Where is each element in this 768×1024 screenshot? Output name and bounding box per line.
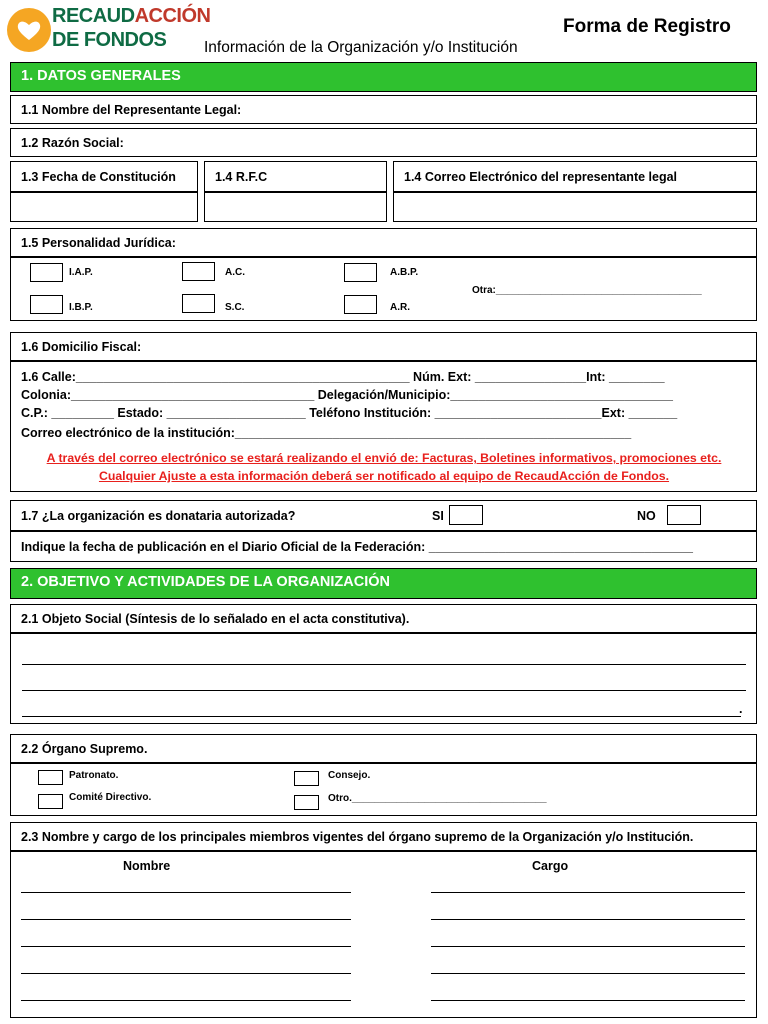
- field-fecha-publicacion[interactable]: [10, 531, 757, 562]
- field-1-4-rfc-header: [204, 161, 387, 192]
- correo-institucion-field[interactable]: Correo electrónico de la institución:_________________________________________________________: [21, 426, 632, 440]
- section-1-title: 1. DATOS GENERALES: [21, 68, 181, 84]
- field-2-2-label: 2.2 Órgano Supremo.: [21, 742, 148, 756]
- cargo-line-5[interactable]: [431, 1000, 745, 1001]
- cargo-line-3[interactable]: [431, 946, 745, 947]
- checkbox-otro[interactable]: [294, 795, 319, 810]
- label-comite: Comité Directivo.: [69, 792, 152, 803]
- field-1-7: [10, 500, 757, 531]
- field-2-1-body[interactable]: [10, 633, 757, 724]
- label-iap: I.A.P.: [69, 267, 93, 278]
- email-notice-1: A través del correo electrónico se estará realizando el envió de: Facturas, Boletines informativos, promociones etc.: [46, 451, 722, 465]
- colonia-field[interactable]: Colonia:___________________________________ Delegación/Municipio:________________________________: [21, 388, 673, 402]
- field-1-6-label: 1.6 Domicilio Fiscal:: [21, 340, 142, 354]
- checkbox-ar[interactable]: [344, 295, 377, 314]
- logo: [6, 5, 211, 55]
- field-1-4-email-label: 1.4 Correo Electrónico del representante legal: [404, 170, 678, 184]
- no-label: NO: [637, 509, 656, 523]
- objeto-line-3: [22, 716, 741, 717]
- label-ac: A.C.: [225, 267, 245, 278]
- checkbox-ibp[interactable]: [30, 295, 63, 314]
- email-notice-2: Cualquier Ajuste a esta información deberá ser notificado al equipo de RecaudAcción de Fondos.: [98, 469, 670, 483]
- label-sc: S.C.: [225, 302, 245, 313]
- checkbox-iap[interactable]: [30, 263, 63, 282]
- field-1-7-label: 1.7 ¿La organización es donataria autorizada?: [21, 509, 296, 523]
- field-1-3-header: [10, 161, 198, 192]
- label-ar: A.R.: [390, 302, 410, 313]
- cargo-line-1[interactable]: [431, 892, 745, 893]
- cp-field[interactable]: C.P.: _________ Estado: ____________________ Teléfono Institución: ________________________Ext: _______: [21, 406, 678, 420]
- section-1-header: [10, 62, 757, 92]
- field-2-2-header: [10, 734, 757, 763]
- objeto-line-2: [22, 690, 746, 691]
- fecha-publicacion-label: Indique la fecha de publicación en el Diario Oficial de la Federación: ______________________________________: [21, 540, 693, 554]
- logo-text-de-fondos: DE FONDOS: [52, 29, 167, 51]
- field-1-5-label: 1.5 Personalidad Jurídica:: [21, 236, 176, 250]
- checkbox-comite[interactable]: [38, 794, 63, 809]
- field-2-1-header: [10, 604, 757, 633]
- nombre-line-2[interactable]: [21, 919, 351, 920]
- cargo-line-4[interactable]: [431, 973, 745, 974]
- checkbox-patronato[interactable]: [38, 770, 63, 785]
- label-consejo: Consejo.: [328, 770, 371, 781]
- field-1-4-email-header: [393, 161, 757, 192]
- label-ibp: I.B.P.: [69, 302, 93, 313]
- field-1-6-header: [10, 332, 757, 361]
- si-label: SI: [432, 509, 444, 523]
- field-2-2-body: [10, 763, 757, 816]
- otra-field[interactable]: Otra:_____________________________________: [472, 285, 702, 296]
- page-subtitle: Información de la Organización y/o Institución: [204, 39, 518, 56]
- checkbox-no[interactable]: [667, 505, 701, 525]
- checkbox-ac[interactable]: [182, 262, 215, 281]
- heart-icon: [6, 7, 52, 53]
- field-1-5-options: [10, 257, 757, 321]
- field-2-3-label: 2.3 Nombre y cargo de los principales miembros vigentes del órgano supremo de la Organización y/o Institución.: [21, 830, 694, 844]
- field-1-4-email-input[interactable]: [393, 192, 757, 222]
- form-title: Forma de Registro: [563, 16, 731, 37]
- otro-field[interactable]: Otro.___________________________________: [328, 793, 547, 804]
- label-patronato: Patronato.: [69, 770, 119, 781]
- column-cargo: Cargo: [532, 859, 569, 873]
- logo-text-accion: ACCIÓN: [134, 5, 211, 27]
- objeto-period: .: [739, 702, 743, 716]
- nombre-line-1[interactable]: [21, 892, 351, 893]
- nombre-line-3[interactable]: [21, 946, 351, 947]
- field-2-1-label: 2.1 Objeto Social (Síntesis de lo señalado en el acta constitutiva).: [21, 612, 410, 626]
- calle-field[interactable]: 1.6 Calle:________________________________________________ Núm. Ext: ________________Int: ________: [21, 370, 665, 384]
- field-1-5-header: [10, 228, 757, 257]
- cargo-line-2[interactable]: [431, 919, 745, 920]
- field-2-3-body: [10, 851, 757, 1018]
- field-1-4-rfc-label: 1.4 R.F.C: [215, 170, 268, 184]
- field-1-1[interactable]: [10, 95, 757, 124]
- logo-text-recaud: RECAUD: [52, 5, 135, 27]
- nombre-line-5[interactable]: [21, 1000, 351, 1001]
- field-1-1-label: 1.1 Nombre del Representante Legal:: [21, 103, 242, 117]
- field-1-2[interactable]: [10, 128, 757, 157]
- section-2-title: 2. OBJETIVO Y ACTIVIDADES DE LA ORGANIZACIÓN: [21, 574, 390, 590]
- checkbox-abp[interactable]: [344, 263, 377, 282]
- section-2-header: [10, 568, 757, 599]
- checkbox-si[interactable]: [449, 505, 483, 525]
- field-1-2-label: 1.2 Razón Social:: [21, 136, 124, 150]
- field-1-3-label: 1.3 Fecha de Constitución: [21, 170, 176, 184]
- field-1-4-rfc-input[interactable]: [204, 192, 387, 222]
- nombre-line-4[interactable]: [21, 973, 351, 974]
- checkbox-sc[interactable]: [182, 294, 215, 313]
- field-2-3-header: [10, 822, 757, 851]
- label-abp: A.B.P.: [390, 267, 419, 278]
- checkbox-consejo[interactable]: [294, 771, 319, 786]
- objeto-line-1: [22, 664, 746, 665]
- field-1-3-input[interactable]: [10, 192, 198, 222]
- column-nombre: Nombre: [123, 859, 171, 873]
